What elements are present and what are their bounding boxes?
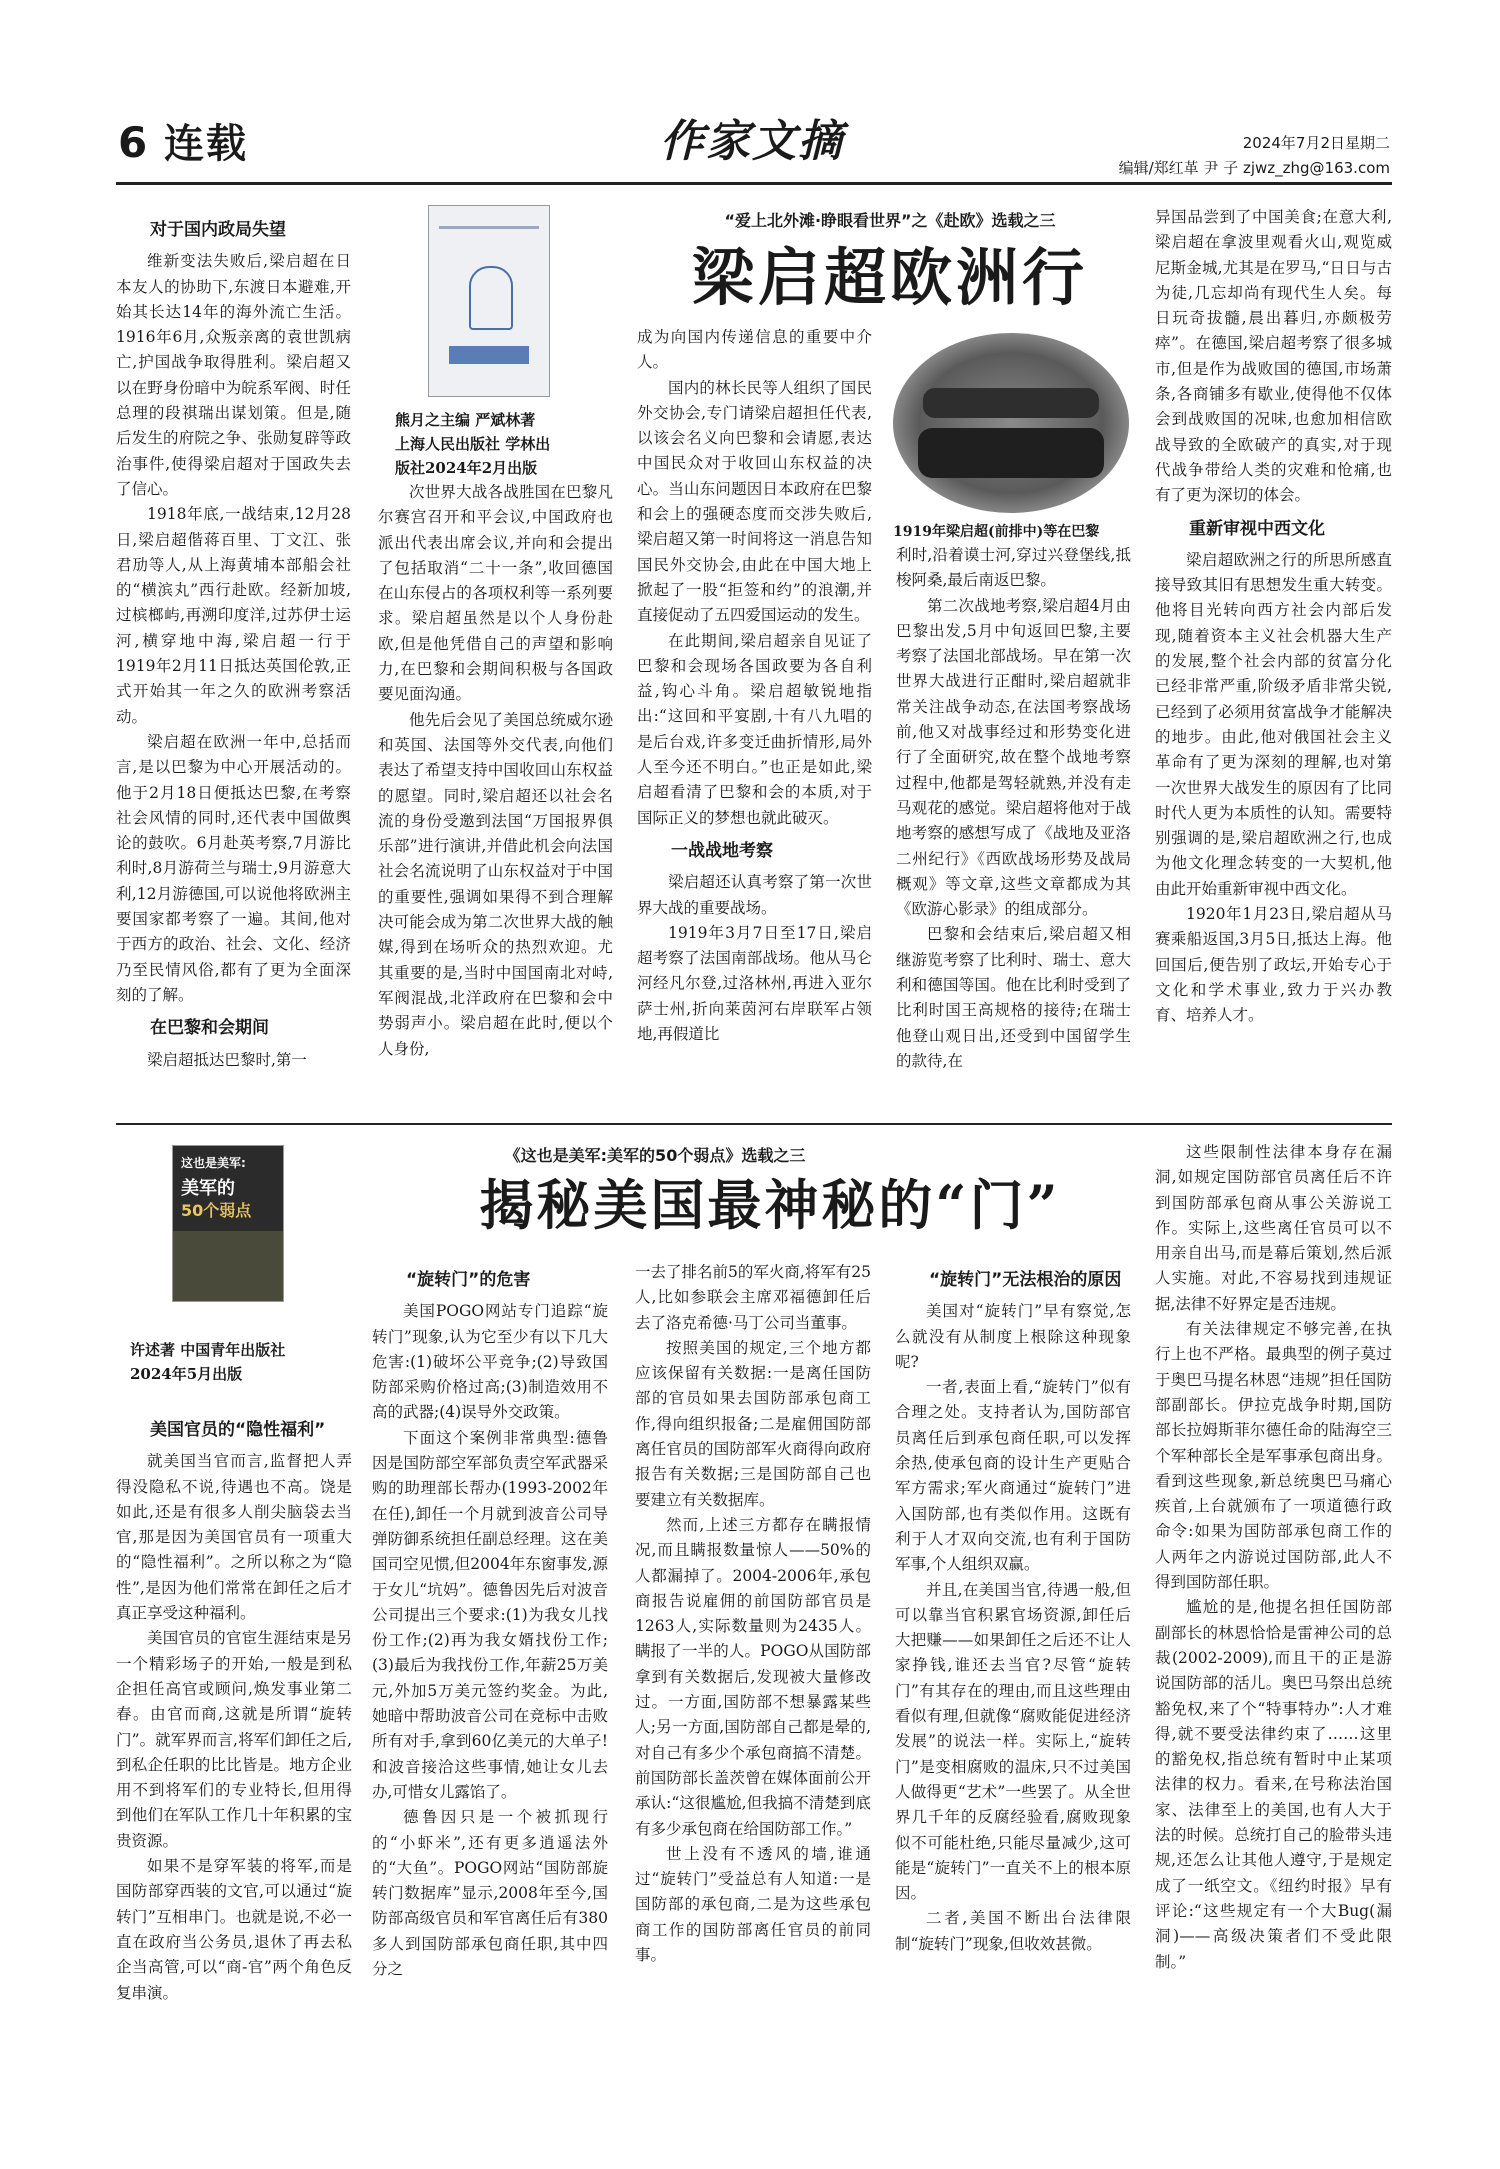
issue-date: 2024年7月2日星期二 [1242, 134, 1390, 152]
paragraph: 1918年底,一战结束,12月28日,梁启超偕蒋百里、丁文江、张君劢等人,从上海黄埔本部船会社的“横滨丸”西行赴欧。经新加坡,过槟榔屿,再溯印度洋,过苏伊士运河,横穿地中海,梁启超一行于1919年2月11日抵达英国伦敦,正式开始其一年之久的欧洲考察活动。 [116, 505, 351, 726]
paragraph: 次世界大战各战胜国在巴黎凡尔赛宫召开和平会议,中国政府也派出代表出席会议,并向和会提出了包括取消“二十一条”,收回德国在山东侵占的各项权利等一系列要求。梁启超虽然是以个人身份赴欧,但是他凭借自己的声望和影响力,在巴黎和会期间积极与各国政要见面沟通。 [378, 483, 613, 704]
article1-col3 [637, 325, 872, 1115]
paragraph: 德鲁因只是一个被抓现行的“小虾米”,还有更多逍遥法外的“大鱼”。POGO网站“国防部旋转门数据库”显示,2008年至今,国防部高级官员和军官离任后有380多人到国防部承包商任职,其中四分之 [372, 1808, 608, 1979]
article2-col1 [116, 1410, 352, 2110]
paragraph: 利时,沿着谟士河,穿过兴登堡线,抵梭阿桑,最后南返巴黎。 [896, 546, 1131, 590]
paragraph: 下面这个案例非常典型:德鲁因是国防部空军部负责空军武器采购的助理部长帮办(1993-2002年在任),卸任一个月就到波音公司导弹防御系统担任副总经理。这在美国司空见惯,但2004年东窗事发,源于女儿“坑妈”。德鲁因先后对波音公司提出三个要求:(1)为我女儿找份工作;(2)再为我女婿找份工作;(3)最后为我找份工作,年薪25万美元,外加5万美元签约奖金。为此,她暗中帮助波音公司在竞标中击败所有对手,拿到60亿美元的大单子!和波音接洽这些事情,她让女儿去办,可惜女儿露馅了。 [372, 1428, 608, 1801]
book-caption-us-military: 许述著 中国青年出版社 2024年5月出版 [130, 1341, 286, 1383]
paragraph: 一者,表面上看,“旋转门”似有合理之处。支持者认为,国防部官员离任后到承包商任职,可以发挥余热,使承包商的设计生产更贴合军方需求;军火商通过“旋转门”进入国防部,也有类似作用。这既有利于人才双向交流,也有利于国防军事,个人组织双赢。 [895, 1378, 1131, 1574]
article2-col5 [1155, 1140, 1392, 2110]
paragraph: 国内的林长民等人组织了国民外交协会,专门请梁启超担任代表,以该会名义向巴黎和会请愿,表达中国民众对于收回山东权益的决心。当山东问题因日本政府在巴黎和会上的强硬态度而交涉失败后,梁启超又第一时间将这一消息告知国民外交协会,由此在中国大地上掀起了一股“拒签和约”的浪潮,并直接促动了五四爱国运动的发生。 [637, 378, 872, 625]
paragraph: 成为向国内传递信息的重要中介人。 [637, 328, 872, 372]
subhead-politics: 对于国内政局失望 [150, 220, 286, 240]
paragraph: 有关法律规定不够完善,在执行上也不严格。最典型的例子莫过于奥巴马提名林恩“违规”担任国防部副部长。伊拉克战争时期,国防部长拉姆斯菲尔德任命的陆海空三个军种部长全是军事承包商出身。看到这些现象,新总统奥巴马痛心疾首,上台就颁布了一项道德行政命令:如果为国防部承包商工作的人两年之内游说过国防部,此人不得到国防部任职。 [1155, 1320, 1392, 1592]
paragraph: 1919年3月7日至17日,梁启超考察了法国南部战场。他从马仑河经凡尔登,过洛林州,再进入亚尔萨士州,折向莱茵河右岸联军占领地,再假道比 [637, 923, 872, 1044]
paragraph: 世上没有不透风的墙,谁通过“旋转门”受益总有人知道:一是国防部的承包商,二是为这些承包商工作的国防部离任官员的前同事。 [635, 1844, 871, 1965]
paragraph: 并且,在美国当官,待遇一般,但可以靠当官积累官场资源,卸任后大把赚——如果卸任之后还不让人家挣钱,谁还去当官?尽管“旋转门”有其存在的理由,而且这些理由看似有理,但就像“腐败能促进经济发展”的说法一样。实际上,“旋转门”是变相腐败的温床,只不过美国人做得更“艺术”一些罢了。从全世界几千年的反腐经验看,腐败现象似不可能杜绝,只能尽量减少,这可能是“旋转门”一直关不上的根本原因。 [895, 1580, 1131, 1903]
paragraph: 尴尬的是,他提名担任国防部副部长的林恩恰恰是雷神公司的总裁(2002-2009),而且干的正是游说国防部的活儿。奥巴马祭出总统豁免权,来了个“特事特办”:人才难得,就不要受法律约束了……这里的豁免权,指总统有暂时中止某项法律的权力。看来,在号称法治国家、法律至上的美国,也有人大于法的时候。总统打自己的脸带头违规,还怎么让其他人遵守,于是规定成了一纸空文。《纽约时报》早有评论:“这些规定有一个大Bug(漏洞)——高级决策者们不受此限制。” [1155, 1598, 1392, 1971]
paragraph: 美国官员的官宦生涯结束是另一个精彩场子的开始,一般是到私企担任高官或顾问,焕发事业第二春。由官而商,这就是所谓“旋转门”。就军界而言,将军们卸任之后,到私企任职的比比皆是。地方企业用不到将军们的专业特长,但用得到他们在军队工作几十年积累的宝贵资源。 [116, 1629, 352, 1850]
paragraph: 在此期间,梁启超亲自见证了巴黎和会现场各国政要为各自利益,钩心斗角。梁启超敏锐地指出:“这回和平宴剧,十有八九唱的是后台戏,许多变迁曲折情形,局外人至今还不明白。”也正是如此,梁启超看清了巴黎和会的本质,对于国际正义的梦想也就此破灭。 [637, 631, 872, 827]
paragraph: 如果不是穿军装的将军,而是国防部穿西装的文官,可以通过“旋转门”互相串门。也就是说,不必一直在政府当公务员,退休了再去私企当高管,可以“商-官”两个角色反复串演。 [116, 1857, 352, 2002]
paragraph: 梁启超抵达巴黎时,第一 [147, 1050, 307, 1069]
historic-group-photo [893, 333, 1129, 513]
paragraph: 按照美国的规定,三个地方都应该保留有关数据:一是离任国防部的官员如果去国防部承包商工作,得向组织报备;二是雇佣国防部离任官员的国防部军火商得向政府报告有关数据;三是国防部自己也要建立有关数据库。 [635, 1338, 871, 1509]
subhead-cannot-cure: “旋转门”无法根治的原因 [929, 1270, 1122, 1290]
paragraph: 这些限制性法律本身存在漏洞,如规定国防部官员离任后不许到国防部承包商从事公关游说工作。实际上,这些离任官员可以不用亲自出马,而是幕后策划,然后派人实施。对此,不容易找到违规证据,法律不好界定是否违规。 [1155, 1143, 1392, 1313]
article1-col4 [896, 543, 1131, 1115]
page-number: 6 [118, 118, 148, 167]
paragraph: 巴黎和会结束后,梁启超又相继游览考察了比利时、瑞士、意大利和德国等国。他在比利时受到了比利时国王高规格的接待;在瑞士他登山观日出,还受到中国留学生的款待,在 [896, 925, 1131, 1070]
article1-kicker: “爱上北外滩·睁眼看世界”之《赴欧》选载之三 [724, 211, 1056, 230]
subhead-hidden-benefit: 美国官员的“隐性福利” [150, 1420, 326, 1440]
paragraph: 一去了排名前5的军火商,将军有25人,比如参联会主席邓福德卸任后去了洛克希德·马丁公司当董事。 [635, 1263, 871, 1332]
photo-caption: 1919年梁启超(前排中)等在巴黎 [893, 524, 1100, 540]
paragraph: 异国品尝到了中国美食;在意大利,梁启超在拿波里观看火山,观览威尼斯金城,尤其是在罗马,“日日与古为徒,几忘却尚有现代生人矣。每日玩奇拔髓,晨出暮归,亦颇极劳瘁”。在德国,梁启超考察了很多城市,但是作为战败国的德国,市场萧条,各商铺多有歇业,使得他不仅体会到战败国的况味,也愈加相信欧战导致的全欧破产的真实,对于现代战争带给人类的灾难和怆痛,也有了更为深切的体会。 [1155, 208, 1392, 505]
book-cover-fuou [428, 205, 550, 397]
subhead-paris: 在巴黎和会期间 [150, 1018, 269, 1039]
masthead-logo: 作家文摘 [660, 116, 844, 167]
subhead-harm: “旋转门”的危害 [406, 1270, 531, 1290]
editor-line: 编辑/郑红革 尹 子 zjwz_zhg@163.com [1118, 159, 1390, 177]
article1-col2 [378, 480, 613, 1115]
article2-col3 [635, 1260, 871, 2110]
book-caption-fuou: 熊月之主编 严斌林著 上海人民出版社 学林出 版社2024年2月出版 [395, 411, 551, 477]
paragraph: 维新变法失败后,梁启超在日本友人的协助下,东渡日本避难,开始其长达14年的海外流亡生活。1916年6月,众叛亲离的袁世凯病亡,护国战争取得胜利。梁启超又以在野身份暗中为皖系军阀、时任总理的段祺瑞出谋划策。但是,随后发生的府院之争、张勋复辟等政治事件,使得梁启超对于国政失去了信心。 [116, 252, 351, 498]
paragraph: 他先后会见了美国总统威尔逊和英国、法国等外交代表,向他们表达了希望支持中国收回山东权益的愿望。同时,梁启超还以社会名流的身份受邀到法国“万国报界俱乐部”进行演讲,并借此机会向法国社会名流说明了山东权益对于中国的重要性,强调如果得不到合理解决可能会成为第二次世界大战的触媒,得到在场听众的热烈欢迎。尤其重要的是,当时中国国南北对峙,军阀混战,北洋政府在巴黎和会中势弱声小。梁启超在此时,便以个人身份, [378, 710, 613, 1058]
article1-title: 梁启超欧洲行 [691, 241, 1088, 314]
paragraph: 然而,上述三方都存在瞒报情况,而且瞒报数量惊人——50%的人都漏掉了。2004-2006年,承包商报告说雇佣的前国防部官员是1263人,实际数量则为2435人。瞒报了一半的人。POGO从国防部拿到有关数据后,发现被大量修改过。一方面,国防部不想暴露某些人;另一方面,国防部自己都是晕的,对自己有多少个承包商搞不清楚。前国防部长盖茨曾在媒体面前公开承认:“这很尴尬,但我搞不清楚到底有多少承包商在给国防部工作。” [635, 1515, 871, 1838]
paragraph: 梁启超欧洲之行的所思所感直接导致其旧有思想发生重大转变。他将目光转向西方社会内部后发现,随着资本主义社会机器大生产的发展,整个社会内部的贫富分化已经非常严重,阶级矛盾非常尖锐,已经到了必须用贫富战争才能解决的地步。由此,他对俄国社会主义革命有了更为深刻的理解,也对第一次世界大战发生的原因有了比同时代人更为本质性的认知。需要特别强调的是,梁启超欧洲之行,也成为他文化理念转变的一大契机,他由此开始重新审视中西文化。 [1155, 550, 1392, 898]
article1-col1 [116, 210, 351, 1115]
article2-col4 [895, 1260, 1131, 2110]
section-divider [116, 1123, 1392, 1125]
paragraph: 美国对“旋转门”早有察觉,怎么就没有从制度上根除这种现象呢? [895, 1302, 1131, 1371]
article2-col2 [372, 1260, 608, 2110]
article2-kicker: 《这也是美军:美军的50个弱点》选载之三 [504, 1146, 806, 1165]
paragraph: 二者,美国不断出台法律限制“旋转门”现象,但收效甚微。 [895, 1909, 1131, 1953]
book-cover-us-military: 这也是美军: 美军的 50个弱点 [172, 1145, 284, 1302]
paragraph: 第二次战地考察,梁启超4月由巴黎出发,5月中旬返回巴黎,主要考察了法国北部战场。早在第一次世界大战进行正酣时,梁启超就非常关注战争动态,在法国考察战场前,他又对战事经过和形势变化进行了全面研究,故在整个战地考察过程中,他都是驾轻就熟,并没有走马观花的感觉。梁启超将他对于战地考察的感想写成了《战地及亚洛二州纪行》《西欧战场形势及战局概观》等文章,这些文章都成为其《欧游心影录》的组成部分。 [896, 596, 1131, 919]
paragraph: 就美国当官而言,监督把人弄得没隐私不说,待遇也不高。饶是如此,还是有很多人削尖脑袋去当官,那是因为美国官员有一项重大的“隐性福利”。之所以称之为“隐性”,是因为他们常常在卸任之后才真正享受这种福利。 [116, 1452, 352, 1623]
header-rule [116, 182, 1392, 185]
article1-col5 [1155, 205, 1392, 1115]
paragraph: 美国POGO网站专门追踪“旋转门”现象,认为它至少有以下几大危害:(1)破坏公平竞争;(2)导致国防部采购价格过高;(3)制造效用不高的武器;(4)误导外交政策。 [372, 1302, 608, 1422]
paragraph: 1920年1月23日,梁启超从马赛乘船返国,3月5日,抵达上海。他回国后,便告别了政坛,开始专心于文化和学术事业,致力于兴办教育、培养人才。 [1155, 905, 1392, 1025]
paragraph: 梁启超在欧洲一年中,总括而言,是以巴黎为中心开展活动的。他于2月18日便抵达巴黎,在考察社会风情的同时,还代表中国做舆论的鼓吹。6月赴英考察,7月游比利时,8月游荷兰与瑞士,9月游意大利,12月游德国,可以说他将欧洲主要国家都考察了一遍。其间,他对于西方的政治、社会、文化、经济乃至民情风俗,都有了更为全面深刻的了解。 [116, 732, 351, 1004]
article2-title: 揭秘美国最神秘的“门” [479, 1173, 1061, 1237]
paragraph: 梁启超还认真考察了第一次世界大战的重要战场。 [637, 873, 872, 917]
section-title: 连载 [164, 121, 248, 167]
subhead-culture: 重新审视中西文化 [1189, 518, 1325, 539]
subhead-battlefield: 一战战地考察 [671, 840, 773, 861]
